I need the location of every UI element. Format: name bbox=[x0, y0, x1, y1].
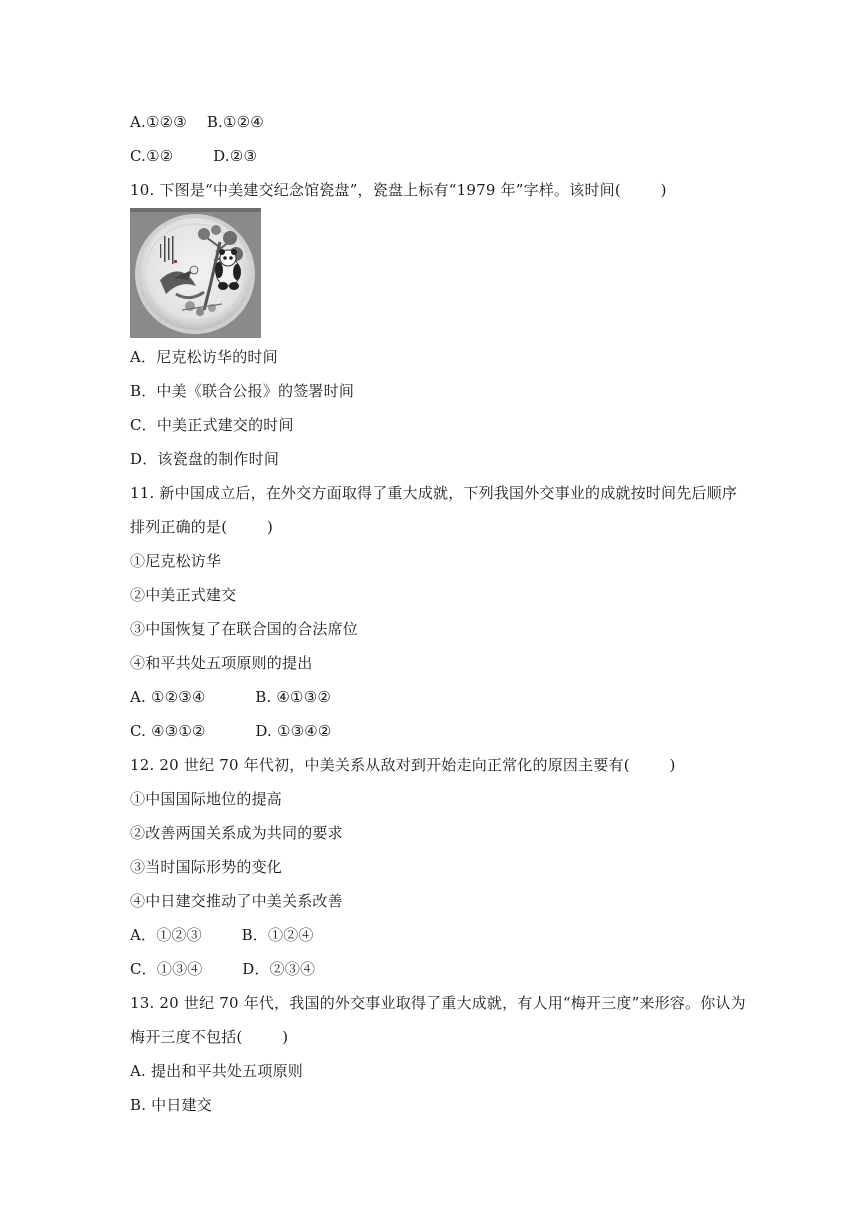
q13-option-b: B. 中日建交 bbox=[130, 1096, 212, 1114]
q9-options-row2: C.①② D.②③ bbox=[130, 147, 258, 165]
plate-illustration bbox=[130, 208, 261, 338]
q10-option-c: C．中美正式建交的时间 bbox=[130, 416, 294, 434]
q13-stem-line2: 梅开三度不包括( ) bbox=[130, 1028, 289, 1046]
q12-item-3: ③当时国际形势的变化 bbox=[130, 858, 283, 876]
q13-option-a: A. 提出和平共处五项原则 bbox=[130, 1062, 303, 1080]
q11-item-3: ③中国恢复了在联合国的合法席位 bbox=[130, 620, 359, 638]
porcelain-plate-image bbox=[130, 208, 261, 338]
q10-option-a: A．尼克松访华的时间 bbox=[130, 348, 278, 366]
q13-stem-line1: 13. 20 世纪 70 年代，我国的外交事业取得了重大成就，有人用“梅开三度”来形容。你认为 bbox=[130, 994, 746, 1012]
q12-item-4: ④中日建交推动了中美关系改善 bbox=[130, 892, 343, 910]
q12-item-2: ②改善两国关系成为共同的要求 bbox=[130, 824, 343, 842]
q11-item-1: ①尼克松访华 bbox=[130, 552, 222, 570]
q10-option-d: D．该瓷盘的制作时间 bbox=[130, 450, 280, 468]
q12-options-row1: A．①②③ B．①②④ bbox=[130, 926, 314, 944]
q12-options-row2: C．①③④ D．②③④ bbox=[130, 960, 316, 978]
q10-stem: 10. 下图是“中美建交纪念馆瓷盘”，瓷盘上标有“1979 年”字样。该时间( ) bbox=[130, 181, 667, 199]
q12-stem: 12. 20 世纪 70 年代初，中美关系从敌对到开始走向正常化的原因主要有( ) bbox=[130, 756, 676, 774]
q10-option-b: B．中美《联合公报》的签署时间 bbox=[130, 382, 355, 400]
q11-stem-line2: 排列正确的是( ) bbox=[130, 518, 274, 536]
q11-stem-line1: 11. 新中国成立后，在外交方面取得了重大成就，下列我国外交事业的成就按时间先后顺序 bbox=[130, 484, 738, 502]
q11-item-4: ④和平共处五项原则的提出 bbox=[130, 654, 313, 672]
q9-options-row1: A.①②③ B.①②④ bbox=[130, 113, 264, 131]
q12-item-1: ①中国国际地位的提高 bbox=[130, 790, 283, 808]
q11-options-row2: C. ④③①② D. ①③④② bbox=[130, 722, 332, 740]
q11-item-2: ②中美正式建交 bbox=[130, 586, 237, 604]
q11-options-row1: A. ①②③④ B. ④①③② bbox=[130, 688, 331, 706]
